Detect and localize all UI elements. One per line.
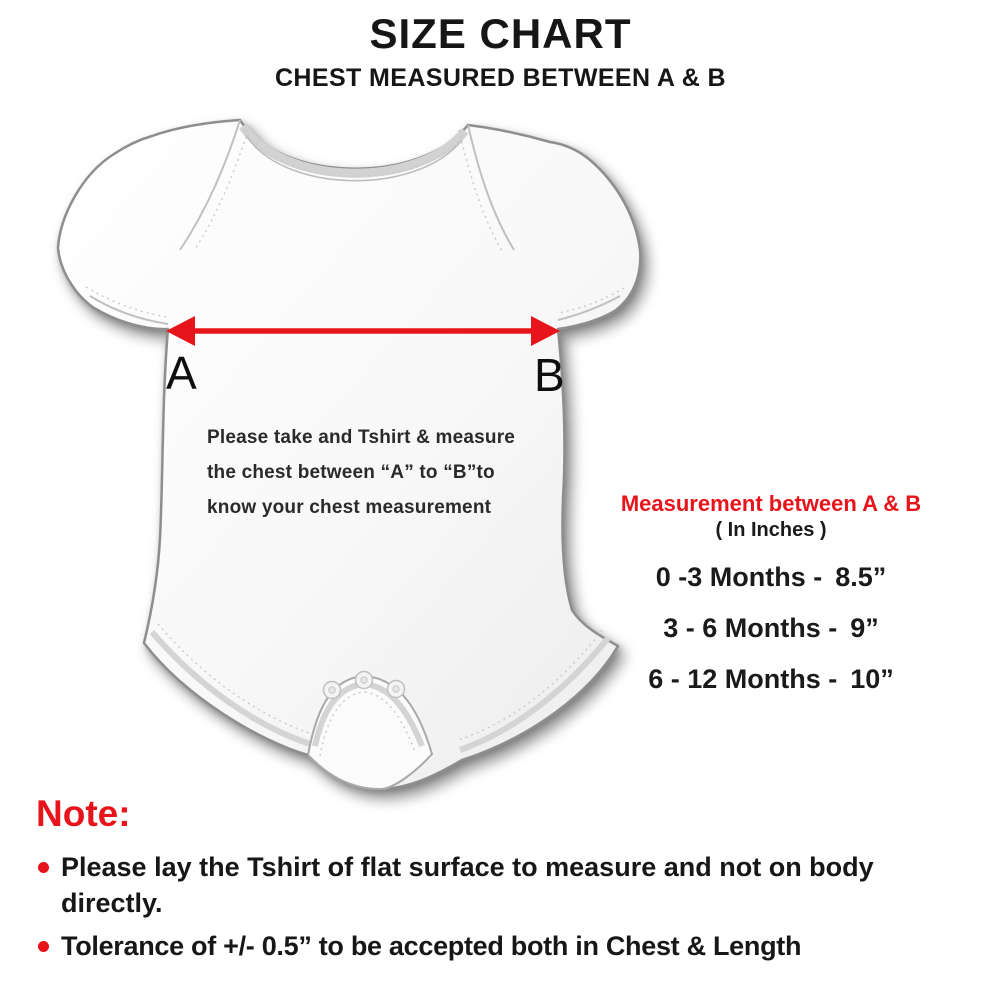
instruction-line-1: Please take and Tshirt & measure [207, 427, 516, 448]
measure-instruction [207, 420, 515, 525]
note-text: Please lay the Tshirt of flat surface to measure and not on body directly. [61, 852, 874, 918]
size-table [582, 492, 960, 694]
page-title: SIZE CHART [369, 10, 632, 57]
size-value: 9” [850, 612, 879, 643]
instruction-line-3: know your chest measurement [207, 497, 492, 518]
point-a-label: A [166, 347, 197, 399]
size-label: 6 - 12 Months - [648, 663, 838, 694]
note-text: Tolerance of +/- 0.5” to be accepted both in Chest & Length [61, 931, 802, 961]
instruction-line-2: the chest between “A” to “B”to [207, 462, 495, 483]
size-value: 8.5” [835, 562, 887, 593]
size-row-3-6 [582, 614, 960, 644]
note-item [38, 928, 994, 964]
header [0, 12, 1001, 91]
page-subtitle: CHEST MEASURED BETWEEN A & B [274, 64, 727, 93]
size-row-6-12 [582, 665, 960, 695]
size-row-0-3 [582, 563, 960, 593]
point-b-label: B [534, 349, 565, 401]
bullet-icon [38, 862, 49, 873]
note-heading: Note: [36, 793, 131, 834]
size-table-unit: ( In Inches ) [715, 519, 827, 542]
size-value: 10” [850, 663, 894, 694]
size-table-heading: Measurement between A & B [620, 491, 922, 516]
size-label: 0 -3 Months - [655, 562, 823, 593]
note-item [38, 849, 994, 921]
size-label: 3 - 6 Months - [663, 612, 838, 643]
bullet-icon [38, 941, 49, 952]
note-list [38, 849, 994, 964]
